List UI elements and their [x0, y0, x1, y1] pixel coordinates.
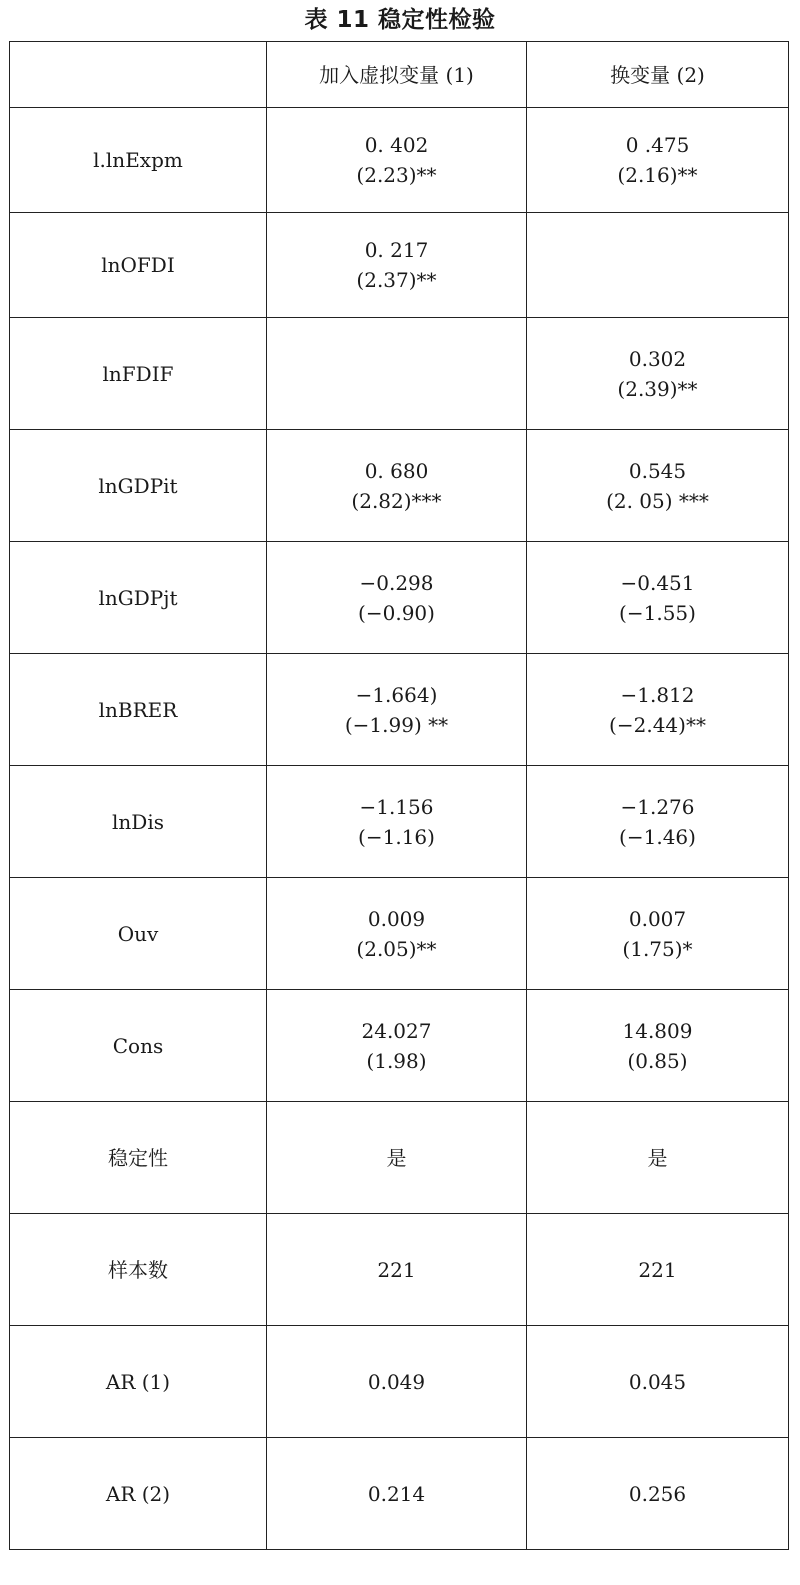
col1-cell: [267, 318, 527, 430]
col2-cell: [527, 430, 789, 542]
col2-cell: [527, 1326, 789, 1438]
coef-value: 0.009: [367, 906, 426, 931]
row-label: Ouv: [10, 878, 267, 990]
t-stat: (2.16)**: [617, 163, 698, 187]
row-label: lnFDIF: [10, 318, 267, 430]
row-label: lnGDPjt: [10, 542, 267, 654]
col1-cell: [267, 990, 527, 1102]
cell-value: 是: [386, 1145, 407, 1170]
col2-cell: [527, 990, 789, 1102]
t-stat: (1.75)*: [622, 936, 693, 961]
coef-value: 0. 680: [364, 458, 429, 483]
header-cell-blank: [10, 42, 267, 108]
coef-value: 0 .475: [625, 133, 690, 157]
t-stat: (−1.99) **: [344, 712, 449, 737]
row-label: 稳定性: [10, 1102, 267, 1214]
table-row: [10, 430, 789, 542]
coef-value: −0.298: [359, 570, 434, 595]
cell-value: 0.214: [367, 1481, 426, 1506]
col2-cell: [527, 654, 789, 766]
row-label: 样本数: [10, 1214, 267, 1326]
col2-cell: [527, 1214, 789, 1326]
table-row: [10, 213, 789, 318]
cell-value: 是: [647, 1145, 668, 1170]
table-row: [10, 766, 789, 878]
table-row: [10, 990, 789, 1102]
coef-value: 24.027: [361, 1018, 432, 1043]
table-row: [10, 542, 789, 654]
cell-value: 221: [638, 1257, 677, 1282]
col1-cell: [267, 542, 527, 654]
table-row: [10, 654, 789, 766]
row-label: lnDis: [10, 766, 267, 878]
row-label: lnOFDI: [10, 213, 267, 318]
table-row: [10, 1438, 789, 1550]
t-stat: (2.05)**: [356, 936, 437, 961]
col2-cell: [527, 878, 789, 990]
coef-value: 14.809: [622, 1018, 693, 1043]
row-label: lnGDPit: [10, 430, 267, 542]
col1-cell: [267, 1102, 527, 1214]
col1-cell: [267, 654, 527, 766]
t-stat: (−1.16): [358, 824, 435, 849]
header-cell-col1: 加入虚拟变量 (1): [267, 42, 527, 108]
col1-cell: [267, 878, 527, 990]
table-title: 表 11 稳定性检验: [304, 7, 496, 33]
t-stat: (1.98): [366, 1048, 427, 1073]
t-stat: (2.37)**: [356, 268, 437, 292]
col2-cell: [527, 213, 789, 318]
coef-value: −1.276: [620, 794, 695, 819]
cell-value: 0.049: [367, 1369, 426, 1394]
coef-value: −1.664): [355, 682, 438, 707]
stability-test-table: [9, 41, 789, 1550]
cell-value: 221: [377, 1257, 416, 1282]
coef-value: −0.451: [620, 570, 695, 595]
row-label: AR (2): [10, 1438, 267, 1550]
coef-value: 0. 402: [364, 133, 429, 157]
t-stat: (2. 05) ***: [606, 488, 709, 513]
row-label: AR (1): [10, 1326, 267, 1438]
col2-cell: [527, 1438, 789, 1550]
col1-cell: [267, 1438, 527, 1550]
col1-cell: [267, 1214, 527, 1326]
col2-cell: [527, 318, 789, 430]
t-stat: (2.82)***: [351, 488, 442, 513]
row-label: lnBRER: [10, 654, 267, 766]
table-row: [10, 108, 789, 213]
table-row: [10, 1102, 789, 1214]
coef-value: −1.812: [620, 682, 695, 707]
table-header-row: [10, 42, 789, 108]
coef-value: −1.156: [359, 794, 434, 819]
header-cell-col2: 换变量 (2): [527, 42, 789, 108]
t-stat: (0.85): [627, 1048, 688, 1073]
col1-cell: [267, 1326, 527, 1438]
col2-cell: [527, 1102, 789, 1214]
table-row: [10, 1214, 789, 1326]
col2-cell: [527, 542, 789, 654]
t-stat: (−0.90): [358, 600, 435, 625]
coef-value: 0. 217: [364, 238, 429, 262]
t-stat: (−2.44)**: [609, 712, 706, 737]
cell-value: 0.045: [628, 1369, 687, 1394]
table-row: [10, 878, 789, 990]
row-label: l.lnExpm: [10, 108, 267, 213]
t-stat: (−1.55): [619, 600, 696, 625]
t-stat: (2.39)**: [617, 376, 698, 401]
table-row: [10, 318, 789, 430]
row-label: Cons: [10, 990, 267, 1102]
t-stat: (−1.46): [619, 824, 696, 849]
col1-cell: [267, 430, 527, 542]
coef-value: 0.302: [628, 346, 687, 371]
table-row: [10, 1326, 789, 1438]
coef-value: 0.545: [628, 458, 687, 483]
t-stat: (2.23)**: [356, 163, 437, 187]
cell-value: 0.256: [628, 1481, 687, 1506]
col2-cell: [527, 766, 789, 878]
coef-value: 0.007: [628, 906, 687, 931]
col1-cell: [267, 766, 527, 878]
col2-cell: [527, 108, 789, 213]
col1-cell: [267, 108, 527, 213]
col1-cell: [267, 213, 527, 318]
